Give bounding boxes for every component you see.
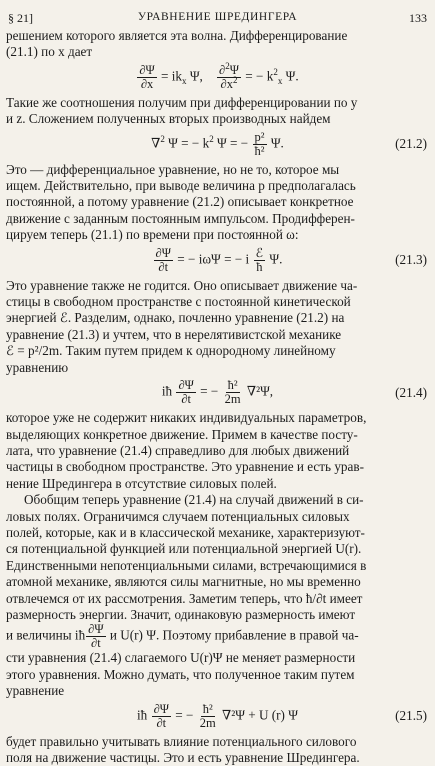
fraction: $\frac{\partial\Psi}{\partial t}$ <box>88 622 104 651</box>
page-body <box>6 28 429 766</box>
fraction: $\frac{\partial\Psi}{\partial t}$ <box>178 378 194 407</box>
text-line: сти уравнения (21.4) слагаемого U(r)Ψ не меняет размерности <box>6 650 356 666</box>
text-line: которое уже не содержит никаких индивидуальных параметров, <box>6 410 367 426</box>
text-line: ищем. Действительно, при выводе величина p предполагалась <box>6 178 356 194</box>
text-line: Единственными непотенциальными силами, встречающимися в <box>6 557 367 573</box>
text-line: размерность энергии. Значит, одинаковую размерность имеют <box>6 606 356 622</box>
text-line-inline-formula: и величины iħ $\frac{\partial\Psi}{\partial t}$ и U(r) Ψ. Поэтому прибавление в правой ча- <box>6 622 359 651</box>
running-title: УРАВНЕНИЕ ШРЕДИНГЕРА <box>137 11 298 23</box>
fraction: $\frac{\partial\Psi}{\partial t}$ <box>153 701 169 730</box>
fraction: $\frac{\partial\Psi}{\partial t}$ <box>155 245 171 274</box>
fraction: $\frac{\partial^2\Psi}{\partial x^2}$ <box>219 60 239 91</box>
equation-number: (21.3) <box>395 252 427 268</box>
equation-first-derivatives: $\frac{\partial\Psi}{\partial x}$ = $ik_x$ Ψ, $\frac{\partial^2\Psi}{\partial x^2}$ = − $k^2_x$ Ψ. <box>139 60 299 91</box>
equation-21-2: ∇$^2$ Ψ = − $k^2$ Ψ = − $\frac{\text{p²}}{\text{ħ²}}$ Ψ. (21.2) <box>151 129 427 158</box>
text-line: и z. Сложением полученных вторых производных найдем <box>6 111 331 127</box>
text-line: цируем теперь (21.1) по времени при постоянной ω: <box>6 227 299 243</box>
text-line: нение Шредингера в отсутствие силовых полей. <box>6 475 277 491</box>
fraction: $\frac{\text{ℰ}}{ħ}$ <box>255 245 264 274</box>
equation-number: (21.5) <box>395 708 427 724</box>
equation-21-5: iħ $\frac{\partial\Psi}{\partial t}$ = − $\frac{\text{ħ²}}{2m}$ ∇²Ψ + U (r) Ψ (21.5) <box>137 701 427 730</box>
text-line: постоянной, а потому уравнение (21.2) описывает конкретное <box>6 194 354 210</box>
fraction: $\frac{\text{ħ²}}{2m}$ <box>199 701 216 730</box>
page-number: 133 <box>409 11 427 25</box>
text-line: уравнение <box>6 683 65 699</box>
text-line: решением которого является эта волна. Дифференцирование <box>6 28 348 43</box>
text-line: Обобщим теперь уравнение (21.4) на случай движений в си- <box>24 492 364 508</box>
running-header <box>6 6 429 28</box>
text-line: Это уравнение также не годится. Оно описывает движение ча- <box>6 277 358 293</box>
text-line: ловых полях. Ограничимся случаем потенциальных силовых <box>6 508 350 524</box>
text-line: энергией ℰ. Разделим, однако, почленно уравнение (21.2) на <box>6 310 345 326</box>
text-line: частицы в свободном пространстве. Это уравнение и есть урав- <box>6 459 364 475</box>
text-line: Такие же соотношения получим при дифференцировании по y <box>6 94 358 110</box>
text-line: лата, что уравнение (21.4) справедливо для любых движений <box>6 442 350 458</box>
text-line: выделяющих конкретное движение. Примем в качестве посту- <box>6 426 358 442</box>
fraction: $\frac{\text{ħ²}}{2m}$ <box>224 378 241 407</box>
section-marker: § 21] <box>8 11 33 25</box>
text-line: ℰ = p²/2m. Таким путем придем к однородному линейному <box>6 343 336 359</box>
text-line: стицы в свободном пространстве с постоянной кинетической <box>6 294 351 310</box>
text-line: отвлечемся от их рассмотрения. Заметим теперь, что ħ/∂t имеет <box>6 590 363 606</box>
equation-number: (21.2) <box>395 136 427 152</box>
text-line: уравнению <box>6 359 69 375</box>
text-line: (21.1) по x дает <box>6 44 93 60</box>
text-line: уравнение (21.3) и учтем, что в нерелятивистской механике <box>6 326 342 342</box>
equation-21-4: iħ $\frac{\partial\Psi}{\partial t}$ = − $\frac{\text{ħ²}}{2m}$ ∇²Ψ, (21.4) <box>161 378 427 407</box>
text-line: полей, которые, как и в классической механике, характеризуют- <box>6 524 365 540</box>
text-line: этого уравнения. Можно думать, что полученное таким путем <box>6 666 355 682</box>
text-line: ся потенциальной функцией или потенциальной энергией U(r). <box>6 541 362 557</box>
text-line: поля на движение частицы. Это и есть уравнение Шредингера. <box>6 750 360 765</box>
fraction: $\frac{\text{p²}}{\text{ħ²}}$ <box>254 129 265 158</box>
fraction: $\frac{\partial\Psi}{\partial x}$ <box>139 62 155 91</box>
equation-21-3: $\frac{\partial\Psi}{\partial t}$ = − iωΨ = − i $\frac{\text{ℰ}}{ħ}$ Ψ. (21.3) <box>155 245 427 274</box>
text-line: будет правильно учитывать влияние потенциального силового <box>6 733 357 749</box>
text-line: атомной механике, являются силы магнитные, но мы временно <box>6 574 361 590</box>
text-line: движение с заданным постоянным импульсом. Продифферен- <box>6 210 355 226</box>
equation-number: (21.4) <box>395 384 427 400</box>
text-line: Это — дифференциальное уравнение, но не то, которое мы <box>6 161 340 177</box>
